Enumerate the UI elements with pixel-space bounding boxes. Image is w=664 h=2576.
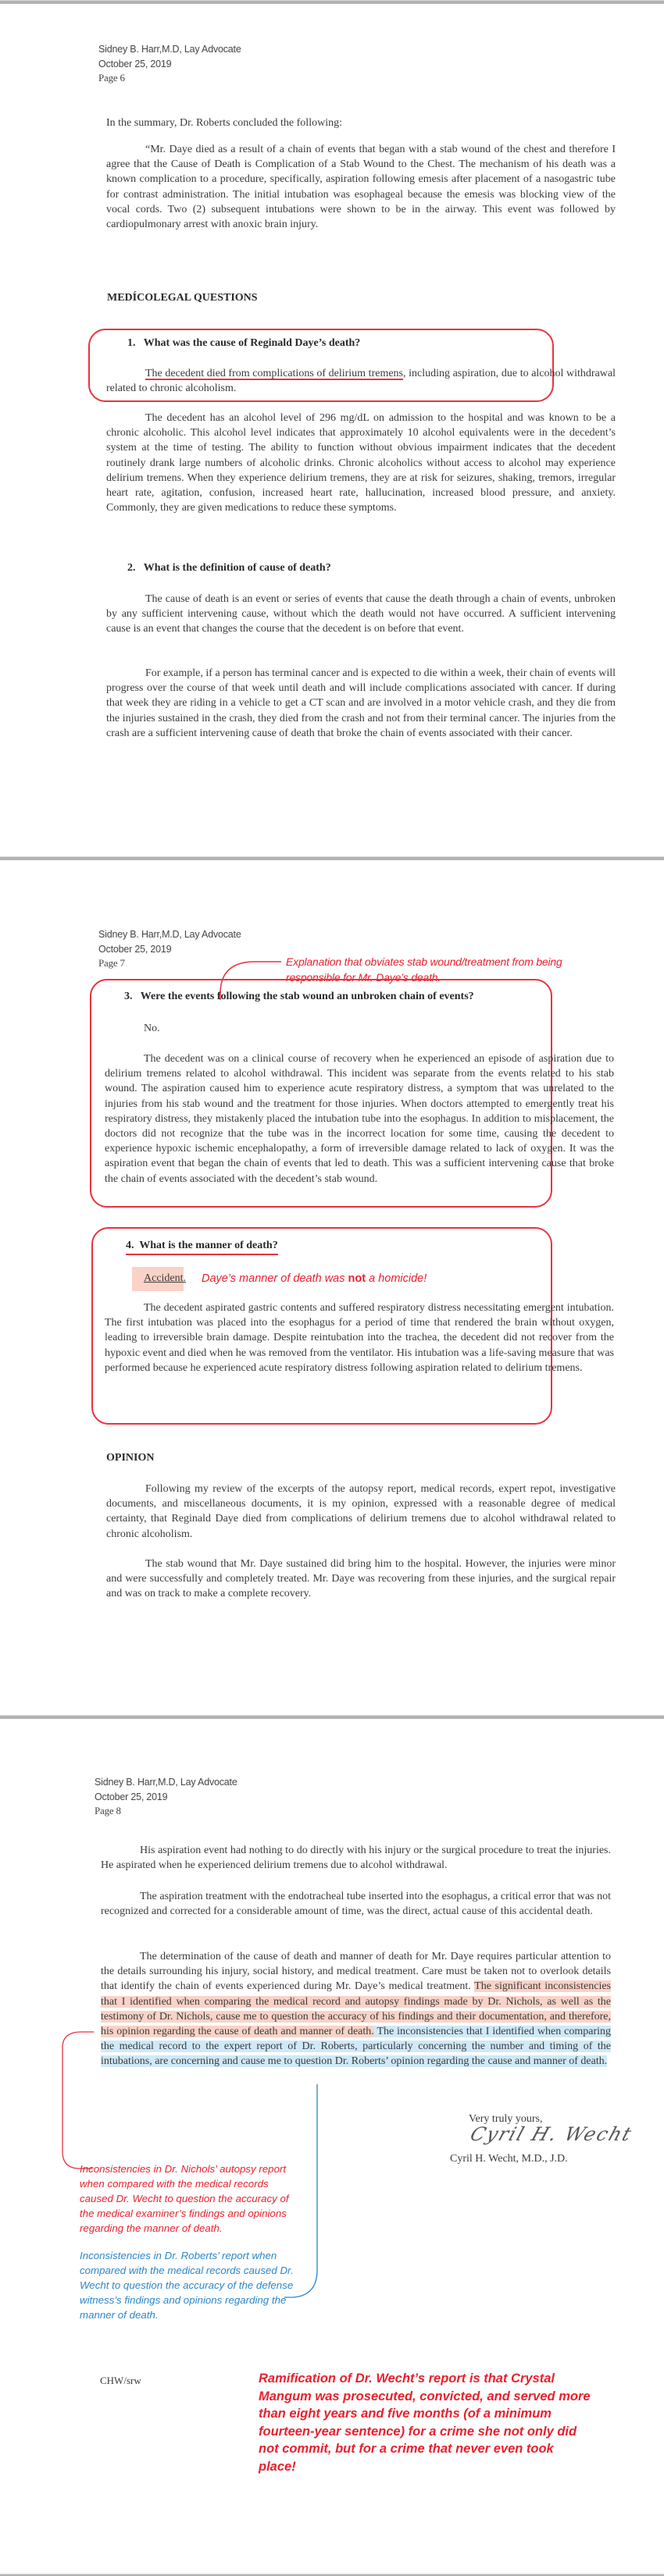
- opinion-para-2: The stab wound that Mr. Daye sustained did bring him to the hospital. However, the injuries were minor and were successfully and completely treated. Mr. Daye was recovering from these injuries, and the surgical repair and was on track to make a complete recovery.: [106, 1558, 616, 1600]
- q2-para-1: The cause of death is an event or series of events that cause the death through a chain of events, unbroken by any sufficient intervening cause, without which the death would not have occurred. A sufficient intervening cause is an event that changes the course that the decedent is on before that event.: [106, 593, 616, 635]
- page-6: [0, 0, 664, 855]
- section-title-medicolegal: MEDÍCOLEGAL QUESTIONS: [107, 292, 258, 304]
- annotation-nichols: Inconsistencies in Dr. Nichols’ autopsy report when compared with the medical records caused Dr. Wecht to question the accuracy of the medical examiner’s findings and opinions regarding the manner of death.: [80, 2163, 289, 2234]
- annotation-text: Daye’s manner of death was: [202, 1272, 348, 1285]
- page8-para-1: His aspiration event had nothing to do directly with his injury or the surgical procedure to treat the injuries. He aspirated when he experienced delirium tremens due to alcohol withdrawal.: [101, 1845, 611, 1872]
- annotation-obviates-stab-wound: Explanation that obviates stab wound/treatment from being responsible for Mr. Daye’s death.: [286, 955, 562, 984]
- signature: Cyril H. Wecht: [467, 2123, 636, 2145]
- header-author: Sidney B. Harr,M.D, Lay Advocate: [98, 929, 241, 940]
- q3-text: Were the events following the stab wound an unbroken chain of events?: [140, 991, 474, 1002]
- q2-question: [127, 562, 331, 575]
- header-page-number: Page 7: [98, 957, 125, 969]
- annotation-emphasis: not: [348, 1272, 366, 1285]
- summary-intro: In the summary, Dr. Roberts concluded the following:: [106, 117, 342, 129]
- ramification-annotation: Ramification of Dr. Wecht’s report is that Crystal Mangum was prosecuted, convicted, and served more than eight years and five months (of a minimum fourteen-year sentence) for a crime she not only did not commit, but for a crime that never even took place!: [259, 2371, 591, 2474]
- opinion-para-1: Following my review of the excerpts of the autopsy report, medical records, expert repot, investigative documents, and miscellaneous documents, it is my opinion, expressed with a reasonable degree of medical certainty, that Reginald Daye died from complications of delirium tremens due to alcohol withdrawal related to chronic alcoholism.: [106, 1483, 616, 1540]
- page-7: [0, 861, 664, 1673]
- page8-para-2: The aspiration treatment with the endotracheal tube inserted into the esophagus, a critical error that was not recognized and corrected for a considerable amount of time, was the direct, actual cause of this accidental death.: [101, 1891, 611, 1918]
- q2-text: What is the definition of cause of death?: [143, 562, 331, 574]
- signatory-name: Cyril H. Wecht, M.D., J.D.: [450, 2153, 568, 2165]
- roberts-quote: “Mr. Daye died as a result of a chain of events that began with a stab wound of the chest and therefore I agree that the Cause of Death is Complication of a Stab Wound to the Chest. The mechanism of his death was a known complication to a procedure, specifically, aspiration following emesis after placement of a nasogastric tube for contrast administration. The initial intubation was esophageal because the emesis was blocking view of the vocal cords. Two (2) subsequent intubations were shown to be in the airway. This event was followed by cardiopulmonary arrest with anoxic brain injury.: [106, 144, 616, 231]
- letter-header: [98, 42, 241, 86]
- page-separator: [0, 856, 664, 860]
- q3-question: [124, 991, 474, 1003]
- closing: Very truly yours,: [469, 2113, 543, 2125]
- q4-question: [126, 1240, 278, 1255]
- header-date: October 25, 2019: [98, 943, 172, 955]
- header-page-number: Page 6: [98, 72, 125, 84]
- annotation-not-homicide: [202, 1272, 427, 1285]
- header-author: Sidney B. Harr,M.D, Lay Advocate: [98, 44, 241, 55]
- q2-para-2: For example, if a person has terminal cancer and is expected to die within a week, their chain of events will progress over the course of that week until death and will include complications associated with cancer. If during that week they are riding in a vehicle to get a CT scan and are involved in a motor vehicle crash, and they die from the injuries sustained in the crash, they died from the crash and not from their terminal cancer. The injuries from the crash are a sufficient intervening cause of death that broke the chain of events associated with their cancer.: [106, 667, 616, 739]
- header-date: October 25, 2019: [98, 58, 172, 69]
- q1-answer-rest: , including aspiration, due to alcohol withdrawal related to chronic alcoholism.: [106, 368, 616, 395]
- annotation-roberts: Inconsistencies in Dr. Roberts’ report when compared with the medical records caused Dr. Wecht to question the accuracy of the defense witness’s findings and opinions regarding the manner of death.: [80, 2250, 294, 2321]
- initials: CHW/srw: [100, 2375, 141, 2386]
- q1-answer: [106, 366, 616, 396]
- highlight-roberts-inconsistencies: The inconsistencies that I identified when comparing the medical record to the expert report of Dr. Roberts, particularly concerning the number and timing of the intubations, are concerning and cause me to question Dr. Roberts’ opinion regarding the cause and manner of death.: [101, 2026, 611, 2068]
- header-author: Sidney B. Harr,M.D, Lay Advocate: [95, 1777, 237, 1788]
- q2-number: 2.: [127, 562, 136, 574]
- q1-text: What was the cause of Reginald Daye’s death?: [143, 337, 361, 349]
- q4-number: 4.: [126, 1240, 134, 1251]
- highlight-nichols-inconsistencies: The significant inconsistencies that I identified when comparing the medical record and autopsy findings made by Dr. Nichols, as well as the testimony of Dr. Nichols, cause me to question the accuracy of his findings and their documentation, and therefore, his opinion regarding the cause of death and manner of death.: [101, 1980, 612, 2038]
- page-separator: [0, 1715, 664, 1719]
- q3-number: 3.: [124, 991, 133, 1002]
- q1-detail: The decedent has an alcohol level of 296 mg/dL on admission to the hospital and was known to be a chronic alcoholic. This alcohol level indicates that approximately 10 alcohol equivalents were in the decedent’s system at the time of testing. The ability to function without obvious impairment indicates that the decedent routinely drank large numbers of alcoholic drinks. Chronic alcoholics without access to alcohol may experience delirium tremens. When they experience delirium tremens, they are at risk for seizures, shaking, tremors, irregular heart rate, agitation, confusion, increased heart rate, hallucination, increased blood pressure, and anxiety. Commonly, they are given medications to reduce these symptoms.: [106, 412, 616, 514]
- q1-question: [127, 337, 360, 350]
- annotation-text: a homicide!: [366, 1272, 427, 1285]
- q4-text: What is the manner of death?: [139, 1240, 278, 1251]
- header-page-number: Page 8: [95, 1805, 121, 1816]
- page-8: [0, 1720, 664, 2576]
- section-title-opinion: OPINION: [106, 1452, 155, 1464]
- q4-short-answer-text: Accident.: [144, 1272, 187, 1284]
- q1-number: 1.: [127, 337, 136, 349]
- q3-detail: The decedent was on a clinical course of recovery when he experienced an episode of aspiration due to delirium tremens related to alcohol withdrawal. This incident was separate from the events related to his stab wound. The aspiration caused him to experience acute respiratory distress, a symptom that was unrelated to the injuries from his stab wound and the treatment for those injuries. When doctors attempted to emergently treat his respiratory distress, they mistakenly placed the intubation tube into the esophagus. In addition to misplacement, the doctors did not recognize that the tube was in the incorrect location for some time, causing the decedent to experience hypoxic ischemic encephalopathy, a form of irreversible damage related to lack of oxygen. It was the aspiration event that began the chain of events that led to death. This was a sufficient intervening cause that broke the chain of events associated with the decedent’s stab wound.: [105, 1053, 614, 1185]
- header-date: October 25, 2019: [95, 1791, 168, 1802]
- q3-short-answer: No.: [144, 1023, 160, 1034]
- q4-short-answer: [144, 1271, 186, 1286]
- q1-answer-underlined: The decedent died from complications of delirium tremens: [145, 368, 403, 379]
- para-3-plain: The determination of the cause of death and manner of death for Mr. Daye requires particular attention to the details surrounding his injury, social history, and medical treatment. Care must be taken not to overlook details that identify the chain of events experienced during Mr. Daye’s medical treatment.: [101, 1951, 611, 1993]
- q4-detail: The decedent aspirated gastric contents and suffered respiratory distress necessitating emergent intubation. The first intubation was placed into the esophagus for a period of time that rendered the brain without oxygen, leading to irreversible brain damage. Despite reintubation into the trachea, the decedent did not recover from the hypoxic event and died when he was removed from the ventilator. His intubation was a life-saving measure that was performed because he experienced acute respiratory distress following aspiration related to delirium tremens.: [105, 1302, 614, 1374]
